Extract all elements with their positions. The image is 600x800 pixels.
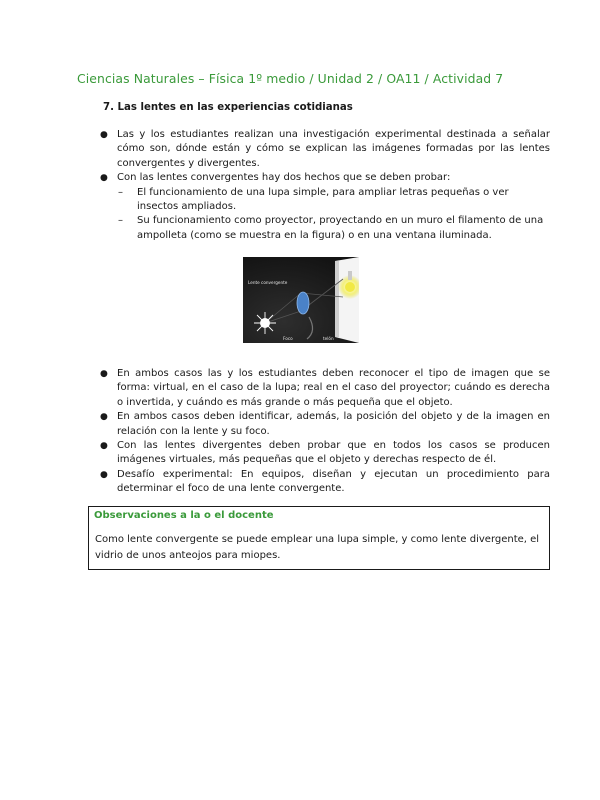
list-item: ● Con las lentes divergentes deben probar que en todos los casos se producen imágenes virtuales, más pequeñas que el objeto y derechas respecto de él. [100,440,550,466]
observations-box [88,506,550,570]
list-item: ● En ambos casos deben identificar, además, la posición del objeto y de la imagen en relación con la lente y su foco. [100,411,550,437]
lens-icon [297,292,309,314]
bullet-list-top [98,128,550,243]
observations-title: Observaciones a la o el docente [94,510,274,521]
bullet-icon: ● [100,369,108,379]
bullet-icon: ● [100,412,108,423]
section-title: 7. Las lentes en las experiencias cotidianas [103,102,353,113]
list-item: ● Con las lentes convergentes hay dos hechos que se deben probar: [98,171,550,185]
observations-text: Como lente convergente se puede emplear una lupa simple, y como lente divergente, el vidrio de unos anteojos para miopes. [95,534,540,561]
label-lens: Lente convergente [248,280,288,285]
document-header: Ciencias Naturales – Física 1º medio / Unidad 2 / OA11 / Actividad 7 [77,71,504,86]
label-screen: telón [323,336,334,341]
list-item: ● Desafío experimental: En equipos, diseñan y ejecutan un procedimiento para determinar el foco de una lente convergente. [100,468,550,495]
sub-list-item: – El funcionamiento de una lupa simple, para ampliar letras pequeñas o ver insectos ampliados. [118,186,509,213]
list-item: ● En ambos casos las y los estudiantes deben reconocer el tipo de imagen que se forma: virtual, en el caso de la lupa; real en el caso del proyector; cuándo es derecha o invertida, y cuándo es más grande o más pequeña que el objeto. [100,368,550,408]
bullet-icon: ● [100,173,108,184]
bullet-icon: ● [100,469,108,480]
list-item: ● Las y los estudiantes realizan una investigación experimental destinada a señalar cómo son, dónde están y cómo se explican las imágenes formadas por las lentes convergentes y divergentes. [100,129,550,169]
sub-list-item: – Su funcionamiento como proyector, proyectando en un muro el filamento de una ampolleta (como se muestra en la figura) o en una ventana iluminada. [118,215,544,241]
projector-illustration [243,257,359,343]
dash-icon: – [118,186,123,198]
bullet-icon: ● [100,130,108,140]
dash-icon: – [118,215,123,227]
bullet-list-bottom [98,367,550,497]
projector-figure [243,257,359,343]
label-focus: Foco [283,336,293,341]
bullet-icon: ● [100,441,108,452]
